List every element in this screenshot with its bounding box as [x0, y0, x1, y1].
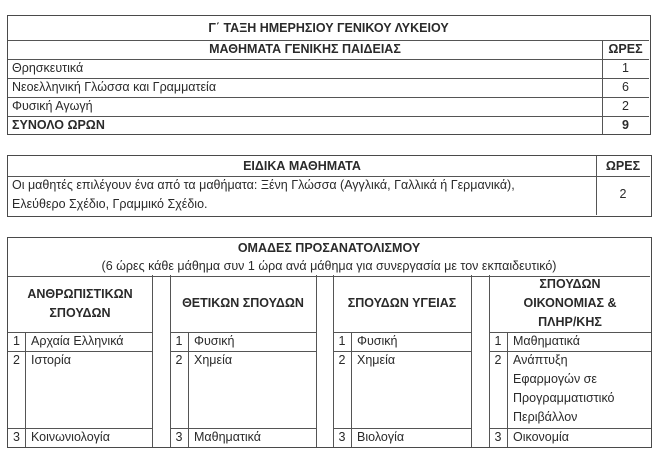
special-description-line2: Ελεύθερο Σχέδιο, Γραμμικό Σχέδιο. [12, 197, 208, 211]
subject-number: 2 [338, 353, 346, 367]
row-divider [170, 332, 316, 333]
general-row-hours: 1 [622, 61, 629, 75]
subject-name: Μαθηματικά [194, 430, 262, 444]
column-divider [316, 275, 317, 447]
subject-name: Προγραμματιστικό [513, 391, 615, 405]
subject-number: 2 [175, 353, 183, 367]
subject-name: Οικονομία [513, 430, 569, 444]
column-divider [152, 275, 153, 447]
subject-number: 3 [13, 430, 20, 444]
row-divider [333, 351, 471, 352]
general-total-hours: 9 [622, 118, 629, 132]
subject-number: 2 [494, 353, 502, 367]
subject-name: Αρχαία Ελληνικά [31, 334, 124, 348]
subject-number: 3 [494, 430, 502, 444]
group-header: ΣΠΟΥΔΩΝ [49, 305, 111, 320]
general-education-table [7, 15, 651, 135]
subject-name: Περιβάλλον [513, 410, 578, 424]
subject-number: 3 [338, 430, 346, 444]
subject-name: Βιολογία [357, 430, 405, 444]
general-header-hours: ΩΡΕΣ [608, 42, 643, 56]
row-divider [8, 351, 152, 352]
subject-number: 2 [13, 353, 20, 367]
group-header: ΣΠΟΥΔΩΝ [539, 277, 601, 291]
subject-name: Ιστορία [31, 353, 72, 367]
group-header: ΟΙΚΟΝΟΜΙΑΣ & [523, 296, 617, 310]
group-header: ΠΛΗΡ/ΚΗΣ [538, 315, 602, 329]
special-hours: 2 [619, 187, 627, 201]
general-row-subject: Θρησκευτικά [12, 61, 84, 75]
column-divider [471, 275, 472, 447]
subject-number: 1 [494, 334, 502, 348]
group-header: ΣΠΟΥΔΩΝ ΥΓΕΙΑΣ [347, 296, 457, 310]
special-description-line1: Οι μαθητές επιλέγουν ένα από τα μαθήματα: Ξένη Γλώσσα (Αγγλικά, Γαλλικά ή Γερμανικά), [12, 178, 515, 192]
orientation-title: ΟΜΑΔΕΣ ΠΡΟΣΑΝΑΤΟΛΙΣΜΟΥ [237, 241, 421, 255]
number-divider [351, 332, 352, 447]
subject-name: Φυσική [357, 334, 398, 348]
subject-name: Χημεία [357, 353, 396, 367]
general-table-title: Γ΄ ΤΑΞΗ ΗΜΕΡΗΣΙΟΥ ΓΕΝΙΚΟΥ ΛΥΚΕΙΟΥ [208, 21, 449, 35]
group-header: ΑΝΘΡΩΠΙΣΤΙΚΩΝ [27, 286, 133, 301]
number-divider [507, 332, 508, 447]
special-subjects-table [7, 155, 652, 217]
special-header-subject: ΕΙΔΙΚΑ ΜΑΘΗΜΑΤΑ [243, 159, 361, 173]
orientation-subtitle: (6 ώρες κάθε μάθημα συν 1 ώρα ανά μάθημα για συνεργασία με τον εκπαιδευτικό) [101, 259, 557, 273]
general-total-label: ΣΥΝΟΛΟ ΩΡΩΝ [12, 118, 105, 132]
general-row-hours: 6 [622, 80, 629, 94]
general-header-subject: ΜΑΘΗΜΑΤΑ ΓΕΝΙΚΗΣ ΠΑΙΔΕΙΑΣ [209, 42, 401, 56]
general-row-hours: 2 [622, 99, 629, 113]
number-divider [188, 332, 189, 447]
subject-number: 1 [175, 334, 183, 348]
subject-name: Φυσική [194, 334, 235, 348]
general-row-subject: Φυσική Αγωγή [12, 99, 93, 113]
subject-name: Κοινωνιολογία [31, 430, 110, 444]
group-header: ΘΕΤΙΚΩΝ ΣΠΟΥΔΩΝ [182, 296, 304, 310]
subject-name: Χημεία [194, 353, 233, 367]
number-divider [25, 332, 26, 447]
row-divider [170, 351, 316, 352]
subject-number: 1 [338, 334, 346, 348]
subject-name: Μαθηματικά [513, 334, 581, 348]
special-header-hours: ΩΡΕΣ [605, 159, 641, 173]
subject-number: 3 [175, 430, 183, 444]
subject-number: 1 [13, 334, 20, 348]
general-row-subject: Νεοελληνική Γλώσσα και Γραμματεία [12, 80, 217, 94]
row-divider [333, 332, 471, 333]
subject-name: Ανάπτυξη [513, 353, 568, 367]
subject-name: Εφαρμογών σε [513, 372, 597, 386]
